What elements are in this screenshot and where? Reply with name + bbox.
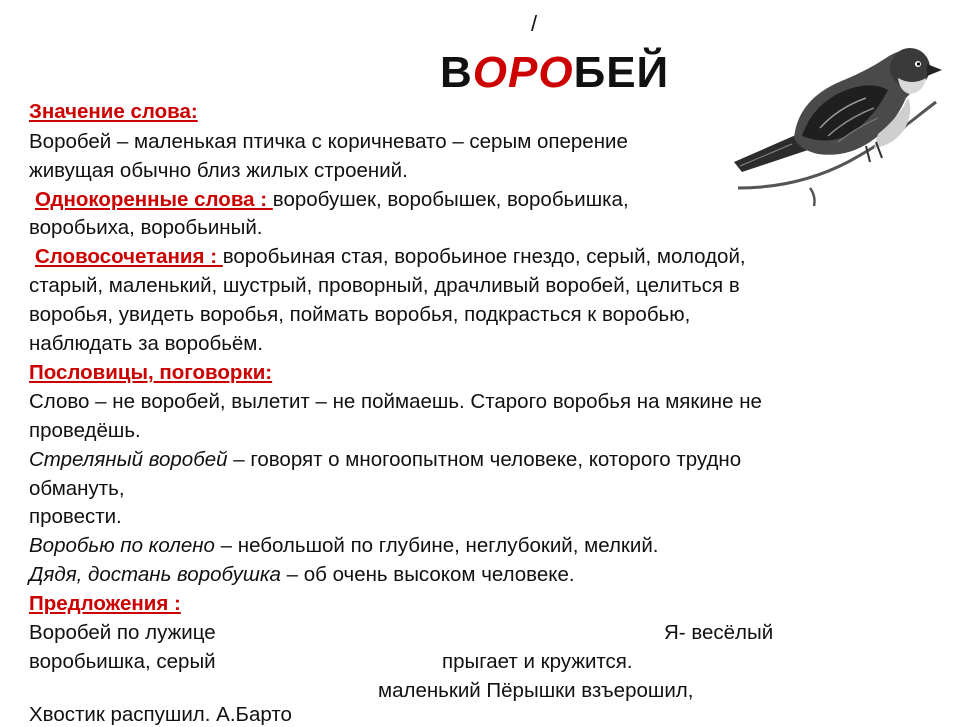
- title-accent-part: ОРО: [472, 48, 574, 97]
- proverb-2-line-1: [29, 448, 741, 472]
- proverbs-heading: Пословицы, поговорки:: [29, 361, 273, 384]
- proverb-3-line: [29, 534, 658, 558]
- proverb-2-meaning: – говорят о многоопытном человеке, которого трудно: [227, 448, 742, 471]
- cognates-words-1: воробушек, воробышек, воробьишка,: [272, 188, 629, 211]
- proverb-4-phrase: Дядя, достань воробушка: [29, 563, 281, 586]
- title-part-3: БЕЙ: [573, 48, 670, 97]
- proverb-1-line-2: проведёшь.: [29, 419, 141, 442]
- sentence-line-2-right: прыгает и кружится.: [442, 650, 633, 673]
- title-part-1: В: [440, 48, 473, 97]
- sentence-line-3: маленький Пёрышки взъерошил,: [378, 679, 694, 702]
- meaning-heading: Значение слова:: [29, 100, 198, 123]
- sentence-line-2-left: воробьишка, серый: [29, 650, 216, 673]
- phrases-line-3: воробья, увидеть воробья, поймать воробья, подкрасться к воробью,: [29, 303, 691, 326]
- phrases-heading: Словосочетания :: [35, 245, 223, 268]
- proverb-1-line-1: Слово – не воробей, вылетит – не поймаешь. Старого воробья на мякине не: [29, 390, 762, 413]
- phrases-words-1: воробьиная стая, воробьиное гнездо, серый, молодой,: [222, 245, 746, 268]
- meaning-line-1: Воробей – маленькая птичка с коричневато – серым оперение: [29, 130, 628, 153]
- proverb-3-meaning: – небольшой по глубине, неглубокий, мелкий.: [214, 534, 659, 557]
- sparrow-illustration: [728, 38, 948, 210]
- proverb-2-phrase: Стреляный воробей: [29, 448, 228, 471]
- cognates-heading: Однокоренные слова :: [35, 188, 273, 211]
- phrases-line-1: [35, 245, 746, 269]
- sentence-line-4: Хвостик распушил. А.Барто: [29, 703, 292, 726]
- page-title: [440, 48, 669, 98]
- proverb-4-meaning: – об очень высоком человеке.: [280, 563, 575, 586]
- proverb-4-line: [29, 563, 575, 587]
- sentences-heading: Предложения :: [29, 592, 181, 615]
- stress-mark: /: [531, 11, 538, 36]
- proverb-2-line-3: провести.: [29, 505, 122, 528]
- proverb-2-line-2: обмануть,: [29, 477, 125, 500]
- sentence-line-1-right: Я- весёлый: [664, 621, 774, 644]
- proverb-3-phrase: Воробью по колено: [29, 534, 215, 557]
- meaning-line-2: живущая обычно близ жилых строений.: [29, 159, 408, 182]
- phrases-line-4: наблюдать за воробьём.: [29, 332, 264, 355]
- cognates-line-1: [35, 188, 629, 212]
- phrases-line-2: старый, маленький, шустрый, проворный, драчливый воробей, целиться в: [29, 274, 740, 297]
- cognates-line-2: воробьиха, воробьиный.: [29, 216, 263, 239]
- sentence-line-1-left: Воробей по лужице: [29, 621, 216, 644]
